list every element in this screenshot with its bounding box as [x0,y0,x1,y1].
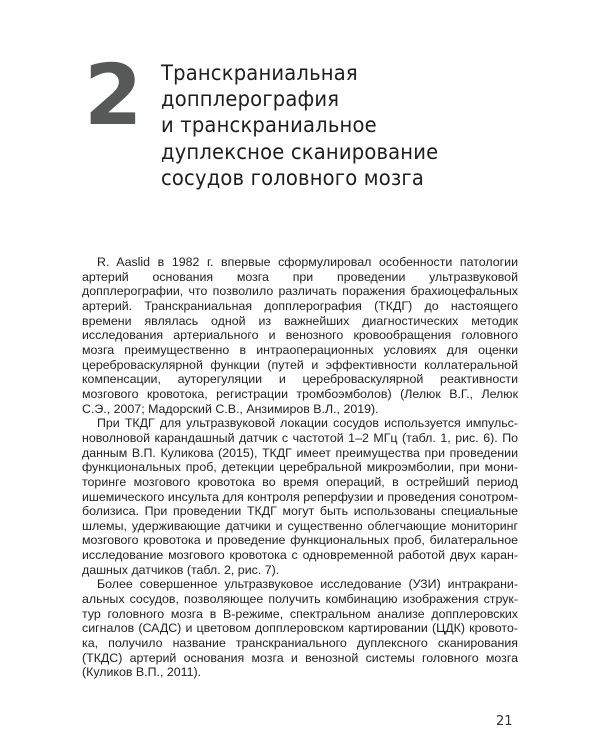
chapter-number: 2 [84,46,141,144]
chapter-title [161,60,438,191]
chapter-title-line: и транскраниальное [161,113,377,138]
chapter-title-line: допплерография [161,87,340,112]
chapter-title-line: Транскраниальная [161,61,358,85]
paragraph-tcdg: При ТКДГ для ультразвуковой локации сосудов используется импульсноволновой карандашный датчик с частотой 1–2 МГц (табл. 1, рис. 6). По данным В.П. Куликова (2015), ТКДГ имеет преимущества при проведении функциональных проб, детекции церебральной микроэмболии, при мониторинге мозгового кровотока во время операций, в острейший период ишемического инсульта для контроля реперфузии и проведения сонотромболизиса. При проведении ТКДГ могут быть использованы специальные шлемы, удерживающие датчики и существенно облегчающие мониторинг мозгового кровотока и проведение функциональных проб, билатеральное исследование мозгового кровотока с одновременной работой двух карандашных датчиков (табл. 2, рис. 7). [82,416,518,577]
page-number: 21 [496,714,513,729]
paragraph-aaslid: R. Aaslid в 1982 г. впервые сформулировал особенности патологии артерий основания мозга при проведении ультразвуковой допплерографии, что позволило различать поражения брахиоцефальных артерий. Транскраниальная допплерография (ТКДГ) до настоящего времени являлась одной из важнейших диагностических методик исследования артериального и венозного кровообращения головного мозга преимущественно в интраоперационных условиях для оценки цереброваскулярной функции (путей и эффективности коллатеральной компенсации, ауторегуляции и цереброваскулярной реактивности мозгового кровотока, регистрации тромбоэмболов) (Лелюк В.Г., Лелюк С.Э., 2007; Мадорский С.В., Анзимиров В.Л., 2019). [82,255,518,416]
chapter-title-line: дуплексное сканирование [161,139,439,164]
chapter-title-line: сосудов головного мозга [161,165,425,190]
paragraph-tcds: Более совершенное ультразвуковое исследование (УЗИ) интракраниальных сосудов, позволяющее получить комбинацию изображения структур головного мозга в В-режиме, спектральном анализе допплеровских сигналов (САДС) и цветовом допплеровском картировании (ЦДК) кровотока, получило название транскраниального дуплексного сканирования (ТКДС) артерий основания мозга и венозной системы головного мозга (Куликов В.П., 2011). [82,577,518,680]
body-text [82,255,518,680]
